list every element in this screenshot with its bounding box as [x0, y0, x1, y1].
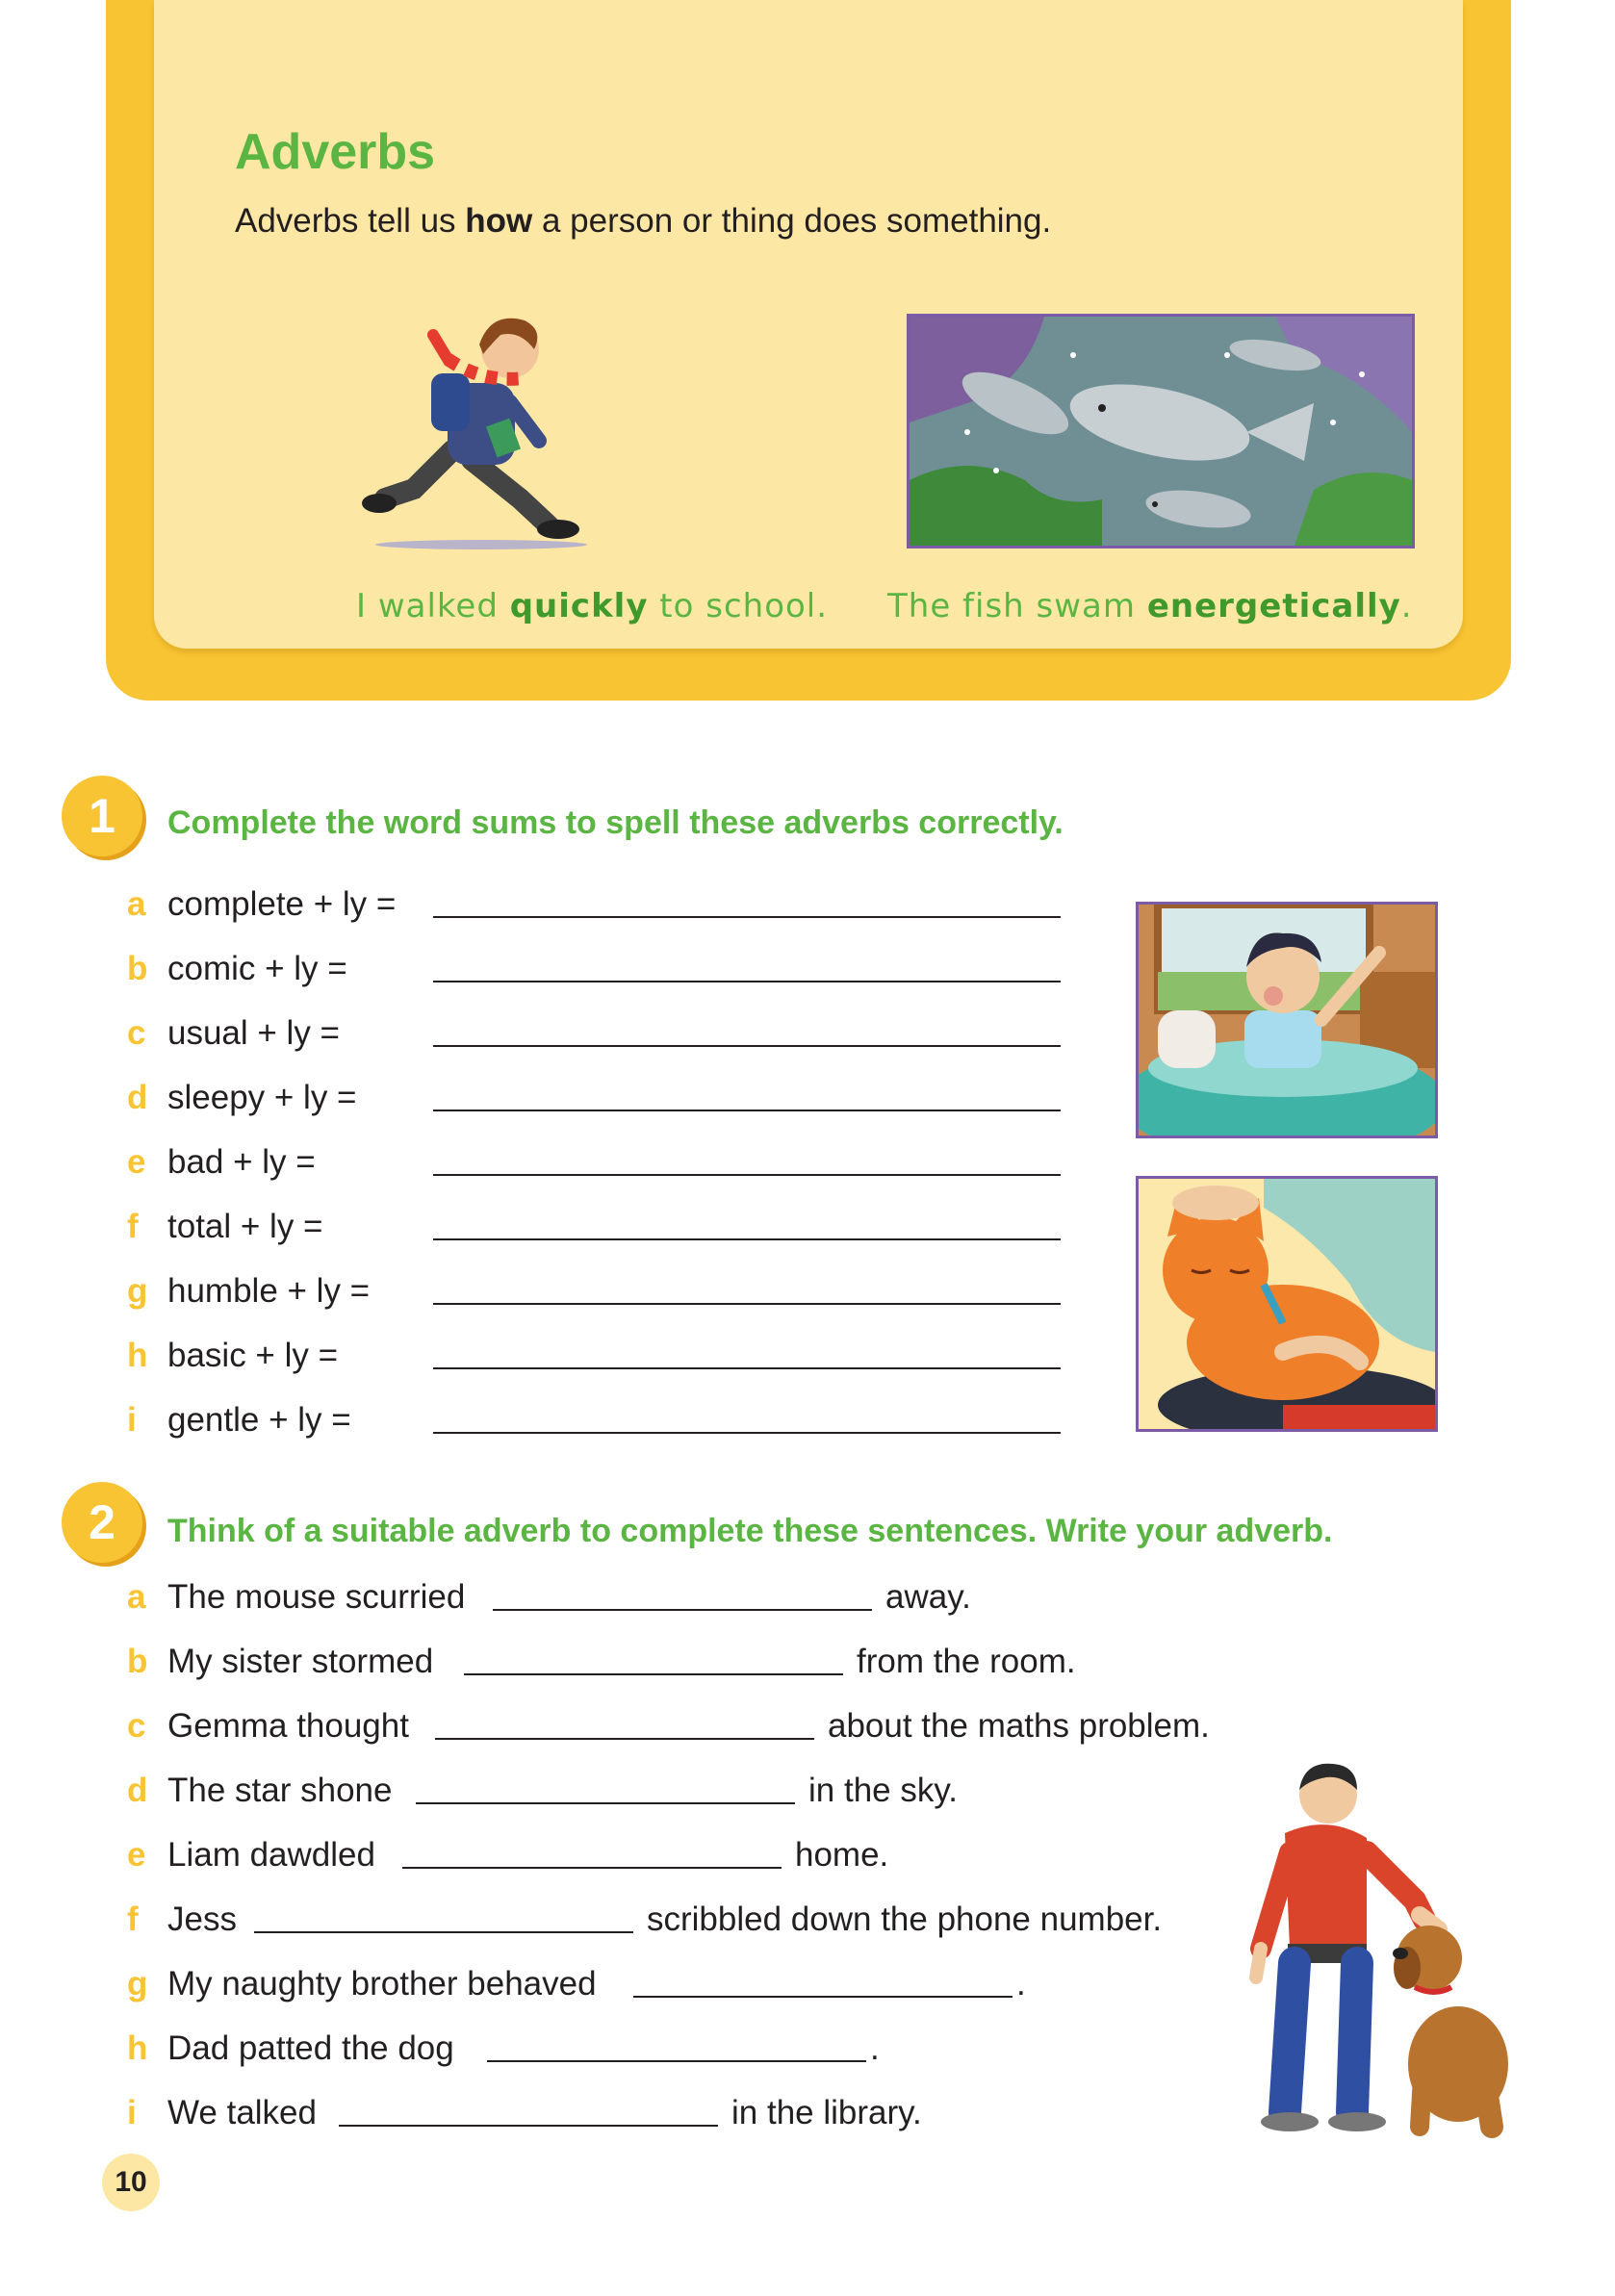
- word-sum: complete + ly =: [167, 885, 397, 923]
- sentence-start: We talked: [167, 2094, 317, 2131]
- sentence-start: Dad patted the dog: [167, 2029, 454, 2067]
- section-intro: Adverbs tell us how a person or thing does something.: [235, 202, 1052, 240]
- exercise-1-item: [127, 1014, 1061, 1062]
- item-letter: b: [127, 950, 148, 987]
- sentence-end: scribbled down the phone number.: [647, 1901, 1163, 1938]
- answer-line[interactable]: [433, 981, 1061, 982]
- exercise-1-item: [127, 950, 1061, 998]
- caption-running-boy: I walked quickly to school.: [356, 587, 829, 625]
- exercise-1-number: 1: [62, 776, 142, 856]
- running-boy-illustration: [356, 306, 606, 556]
- item-letter: e: [127, 1836, 146, 1874]
- caption-fish: The fish swam energetically.: [887, 587, 1413, 625]
- item-letter: c: [127, 1014, 146, 1052]
- answer-line[interactable]: [633, 1996, 1013, 1998]
- answer-line[interactable]: [433, 1238, 1061, 1240]
- answer-line[interactable]: [433, 1367, 1061, 1369]
- exercise-2-item: [127, 1965, 1089, 2013]
- exercise-1-item: [127, 1208, 1061, 1256]
- sentence-start: The star shone: [167, 1772, 393, 1809]
- sentence-start: Gemma thought: [167, 1707, 409, 1745]
- word-sum: comic + ly =: [167, 950, 347, 987]
- adverbs-info-box: [106, 0, 1511, 701]
- exercise-2-item: [127, 1643, 1089, 1691]
- answer-line[interactable]: [433, 1432, 1061, 1434]
- sentence-end: in the sky.: [808, 1772, 958, 1809]
- word-sum: sleepy + ly =: [167, 1079, 357, 1116]
- word-sum: bad + ly =: [167, 1143, 316, 1181]
- sentence-start: My naughty brother behaved: [167, 1965, 597, 2003]
- item-letter: b: [127, 1643, 148, 1680]
- exercise-2-item: [127, 1578, 1089, 1626]
- swimming-fish-picture: [907, 314, 1415, 548]
- answer-line[interactable]: [416, 1802, 795, 1804]
- exercise-2-item: [127, 2029, 1089, 2078]
- word-sum: humble + ly =: [167, 1272, 371, 1310]
- word-sum: basic + ly =: [167, 1337, 339, 1374]
- word-sum: total + ly =: [167, 1208, 323, 1245]
- page-number: 10: [102, 2154, 160, 2211]
- item-letter: e: [127, 1143, 146, 1181]
- stroking-cat-picture: [1136, 1176, 1438, 1432]
- exercise-2-item: [127, 1836, 1089, 1884]
- answer-line[interactable]: [433, 1303, 1061, 1305]
- answer-line[interactable]: [435, 1738, 814, 1740]
- waking-boy-picture: [1136, 902, 1438, 1138]
- item-letter: i: [127, 1401, 137, 1439]
- answer-line[interactable]: [433, 1110, 1061, 1111]
- exercise-2-number: 2: [62, 1482, 142, 1563]
- item-letter: g: [127, 1272, 148, 1310]
- item-letter: f: [127, 1901, 139, 1938]
- item-letter: a: [127, 885, 146, 923]
- answer-line[interactable]: [339, 2125, 718, 2127]
- sentence-end: .: [1016, 1965, 1026, 2003]
- sentence-start: The mouse scurried: [167, 1578, 466, 1616]
- exercise-1-item: [127, 1272, 1061, 1320]
- answer-line[interactable]: [433, 916, 1061, 918]
- sentence-start: My sister stormed: [167, 1643, 434, 1680]
- exercise-1-item: [127, 885, 1061, 933]
- sentence-end: from the room.: [857, 1643, 1076, 1680]
- answer-line[interactable]: [433, 1174, 1061, 1176]
- item-letter: a: [127, 1578, 146, 1616]
- item-letter: f: [127, 1208, 139, 1245]
- item-letter: h: [127, 1337, 148, 1374]
- item-letter: g: [127, 1965, 148, 2003]
- answer-line[interactable]: [464, 1673, 843, 1675]
- answer-line[interactable]: [254, 1931, 633, 1933]
- item-letter: h: [127, 2029, 148, 2067]
- exercise-1-item: [127, 1401, 1061, 1449]
- item-letter: d: [127, 1772, 148, 1809]
- exercise-1-item: [127, 1079, 1061, 1127]
- sentence-end: .: [870, 2029, 880, 2067]
- exercise-2-item: [127, 1707, 1210, 1755]
- sentence-start: Jess: [167, 1901, 237, 1938]
- sentence-end: home.: [795, 1836, 889, 1874]
- item-letter: i: [127, 2094, 137, 2131]
- sentence-start: Liam dawdled: [167, 1836, 375, 1874]
- sentence-end: away.: [885, 1578, 971, 1616]
- exercise-2-item: [127, 2094, 1089, 2142]
- word-sum: usual + ly =: [167, 1014, 340, 1052]
- word-sum: gentle + ly =: [167, 1401, 351, 1439]
- answer-line[interactable]: [433, 1045, 1061, 1047]
- exercise-2-instruction: Think of a suitable adverb to complete these sentences. Write your adverb.: [167, 1513, 1333, 1549]
- man-patting-dog-illustration: [1203, 1756, 1511, 2141]
- exercise-2-item: [127, 1901, 1186, 1949]
- exercise-1-instruction: Complete the word sums to spell these adverbs correctly.: [167, 804, 1064, 841]
- exercise-1-item: [127, 1337, 1061, 1385]
- info-box-panel: [154, 0, 1463, 649]
- sentence-end: about the maths problem.: [828, 1707, 1210, 1745]
- answer-line[interactable]: [402, 1867, 782, 1869]
- answer-line[interactable]: [487, 2060, 866, 2062]
- answer-line[interactable]: [493, 1609, 872, 1611]
- item-letter: d: [127, 1079, 148, 1116]
- section-title: Adverbs: [235, 124, 436, 180]
- exercise-1-item: [127, 1143, 1061, 1191]
- exercise-2-item: [127, 1772, 1089, 1820]
- sentence-end: in the library.: [731, 2094, 922, 2131]
- item-letter: c: [127, 1707, 146, 1745]
